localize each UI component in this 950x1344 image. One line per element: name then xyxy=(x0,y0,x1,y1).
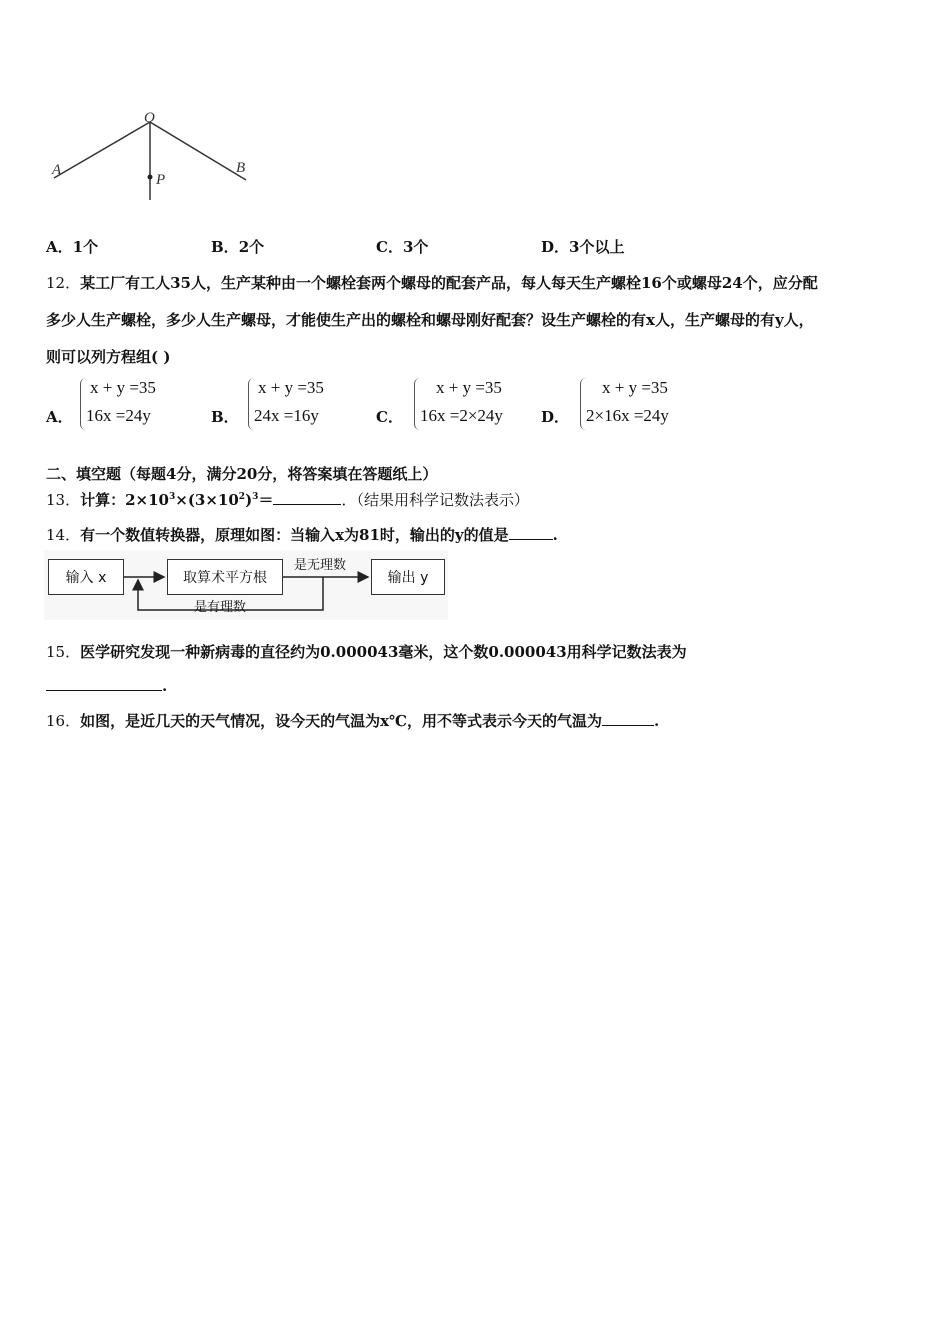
equation-1: x + y =35 xyxy=(602,378,668,397)
option-letter: D． xyxy=(541,238,570,256)
question-text: 医学研究发现一种新病毒的直径约为0.000043毫米，这个数0.000043用科学记数法表为 xyxy=(80,643,687,661)
question-end: . xyxy=(552,526,558,544)
label-p: P xyxy=(156,172,166,188)
expr-part: ) xyxy=(245,491,253,509)
option-text: 3个 xyxy=(402,238,429,256)
q11-option-c[interactable] xyxy=(376,236,428,257)
ray-oa xyxy=(54,122,150,178)
expr-part: ×(3×10 xyxy=(175,491,239,509)
section-2-title: 二、填空题（每题4分，满分20分，将答案填在答题纸上） xyxy=(46,465,438,483)
equation-2: 24x =16y xyxy=(254,406,319,425)
process-box xyxy=(167,559,283,595)
question-text: 某工厂有工人35人，生产某种由一个螺栓套两个螺母的配套产品，每人每天生产螺栓16个或螺母24个，应分配 xyxy=(80,274,818,292)
option-letter: A． xyxy=(46,238,73,256)
answer-blank[interactable] xyxy=(602,711,654,726)
question-number: 12． xyxy=(46,274,81,292)
q12-line-2: 多少人生产螺栓，多少人生产螺母，才能使生产出的螺栓和螺母刚好配套？设生产螺栓的有x人，生产螺母的有y人， xyxy=(46,311,814,329)
question-number: 16． xyxy=(46,712,81,730)
label-a: A xyxy=(52,162,62,178)
q12-option-d-letter[interactable]: D． xyxy=(541,408,570,426)
label-b: B xyxy=(236,160,246,176)
question-text: 如图，是近几天的天气情况，设今天的气温为x℃，用不等式表示今天的气温为 xyxy=(80,712,603,730)
exponent: 3 xyxy=(168,492,176,502)
question-number: 13． xyxy=(46,491,81,509)
rational-label: 是有理数 xyxy=(194,600,247,615)
equation-2: 16x =2×24y xyxy=(420,406,503,425)
expr-part: ＝ xyxy=(258,491,274,509)
q11-option-d[interactable] xyxy=(541,236,624,257)
q16 xyxy=(46,710,659,731)
converter-diagram xyxy=(44,550,448,620)
q12-line-3: 则可以列方程组( ) xyxy=(46,348,171,366)
label-o: O xyxy=(144,110,155,126)
equation-1: x + y =35 xyxy=(90,378,156,397)
question-end: . xyxy=(654,712,660,730)
question-text: 有一个数值转换器，原理如图：当输入x为81时，输出的y的值是 xyxy=(80,526,509,544)
process-label: 取算术平方根 xyxy=(183,570,267,586)
answer-blank[interactable] xyxy=(46,676,162,691)
point-p xyxy=(148,175,153,180)
option-letter: B． xyxy=(211,238,239,256)
q13 xyxy=(46,489,529,510)
exponent: 2 xyxy=(238,492,246,502)
q12-option-b-letter[interactable]: B． xyxy=(211,408,239,426)
equation-2: 2×16x =24y xyxy=(586,406,669,425)
question-end: . xyxy=(162,677,168,695)
question-number: 15． xyxy=(46,643,81,661)
answer-blank[interactable] xyxy=(509,525,553,540)
q15-line-1 xyxy=(46,641,687,662)
equation-1: x + y =35 xyxy=(258,378,324,397)
irrational-label: 是无理数 xyxy=(294,558,347,573)
q15-line-2 xyxy=(46,676,167,695)
option-text: 1个 xyxy=(72,238,99,256)
equation-1: x + y =35 xyxy=(436,378,502,397)
output-box xyxy=(371,559,445,595)
option-text: 2个 xyxy=(238,238,265,256)
answer-blank[interactable] xyxy=(273,490,341,505)
q12-line-1 xyxy=(46,272,818,293)
q11-option-a[interactable] xyxy=(46,236,98,257)
equation-2: 16x =24y xyxy=(86,406,151,425)
input-box xyxy=(48,559,124,595)
option-letter: C． xyxy=(376,238,403,256)
expr-part: 计算：2×10 xyxy=(80,491,169,509)
q14 xyxy=(46,524,558,545)
output-label: 输出 y xyxy=(387,570,429,586)
q11-option-b[interactable] xyxy=(211,236,264,257)
exponent: 3 xyxy=(252,492,259,502)
q12-option-a-letter[interactable]: A． xyxy=(46,408,73,426)
angle-figure xyxy=(40,100,270,210)
question-number: 14． xyxy=(46,526,81,544)
q12-option-c-letter[interactable]: C． xyxy=(376,408,403,426)
input-label: 输入 x xyxy=(65,570,107,586)
option-text: 3个以上 xyxy=(569,238,625,256)
question-suffix: ．（结果用科学记数法表示） xyxy=(341,491,529,509)
